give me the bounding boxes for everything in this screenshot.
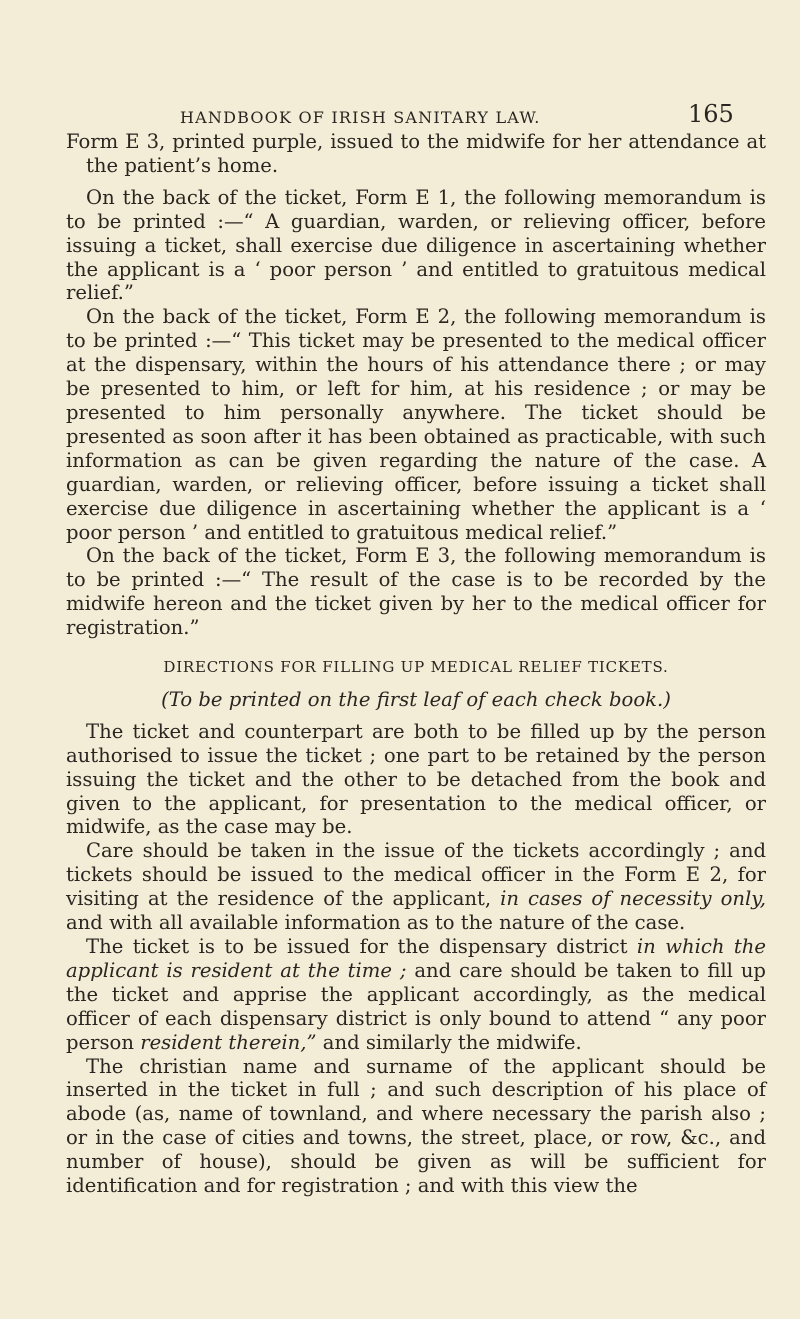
direction-paragraph-4: The christian name and surname of the applicant should be inserted in the ticket in full ; and such description of his place of abode (as, name of townland, and where necessary the parish also ; or in the case of cities and towns, the street, place, or row, &c., and number of house), should be given as will be sufficient for identification and for registration ; and with this view the <box>66 1054 766 1198</box>
direction-2-emphasis: in cases of necessity only, <box>500 887 766 911</box>
paragraph-form-e3-memo: On the back of the ticket, Form E 3, the following memorandum is to be printed :—“ The result of the case is to be recorded by the midwife hereon and the ticket given by her to the medical officer for registration.” <box>66 544 766 640</box>
page-body <box>66 130 766 1198</box>
direction-3-text-e: and similarly the midwife. <box>322 1030 582 1054</box>
direction-paragraph-3 <box>66 935 766 1055</box>
direction-2-text-a: Care should be taken in the issue of the tickets accordingly ; and tickets should be issued to the medical officer in the Form E 2, for visiting at the residence of the applicant, <box>66 839 766 911</box>
paragraph-form-e1-memo: On the back of the ticket, Form E 1, the following memorandum is to be printed :—“ A guardian, warden, or relieving officer, before issuing a ticket, shall exercise due diligence in ascertaining whether the applicant is a ‘ poor person ’ and entitled to gratuitous medical relief.” <box>66 185 766 305</box>
running-head: HANDBOOK OF IRISH SANITARY LAW. <box>180 108 541 127</box>
direction-paragraph-2 <box>66 839 766 935</box>
direction-paragraph-1: The ticket and counterpart are both to be filled up by the person authorised to issue the ticket ; one part to be retained by the person issuing the ticket and the other to be detached from the book and given to the applicant, for presentation to the medical officer, or midwife, as the case may be. <box>66 719 766 839</box>
section-subheading: (To be printed on the first leaf of each check book.) <box>161 687 671 711</box>
direction-3-emphasis-2: resident therein,” <box>140 1030 317 1054</box>
direction-3-text-a: The ticket is to be issued for the dispensary district <box>86 935 628 958</box>
section-heading: DIRECTIONS FOR FILLING UP MEDICAL RELIEF TICKETS. <box>163 658 669 677</box>
page-header <box>0 100 800 132</box>
page-number: 165 <box>688 100 734 128</box>
direction-3-text-c: and care should be taken to fill up the ticket and apprise the applicant accordingly, as the medical officer of each dispensary district is only bound to attend “ any poor person <box>66 958 766 1054</box>
paragraph-form-e3: Form E 3, printed purple, issued to the midwife for her attendance at the patient’s home. <box>66 130 766 177</box>
direction-2-text-c: and with all available information as to the nature of the case. <box>66 911 686 935</box>
direction-3-emphasis-1: in which the applicant is resident at the time ; <box>66 935 766 982</box>
paragraph-form-e2-memo: On the back of the ticket, Form E 2, the following memorandum is to be printed :—“ This ticket may be presented to the medical officer at the dispensary, within the hours of his attendance there ; or may be presented to him, or left for him, at his residence ; or may be presented to him personally anywhere. The ticket should be presented as soon after it has been obtained as practicable, with such information as can be given regarding the nature of the case. A guardian, warden, or relieving officer, before issuing a ticket shall exercise due diligence in ascertaining whether the applicant is a ‘ poor person ’ and entitled to gratuitous medical relief.” <box>66 305 766 544</box>
